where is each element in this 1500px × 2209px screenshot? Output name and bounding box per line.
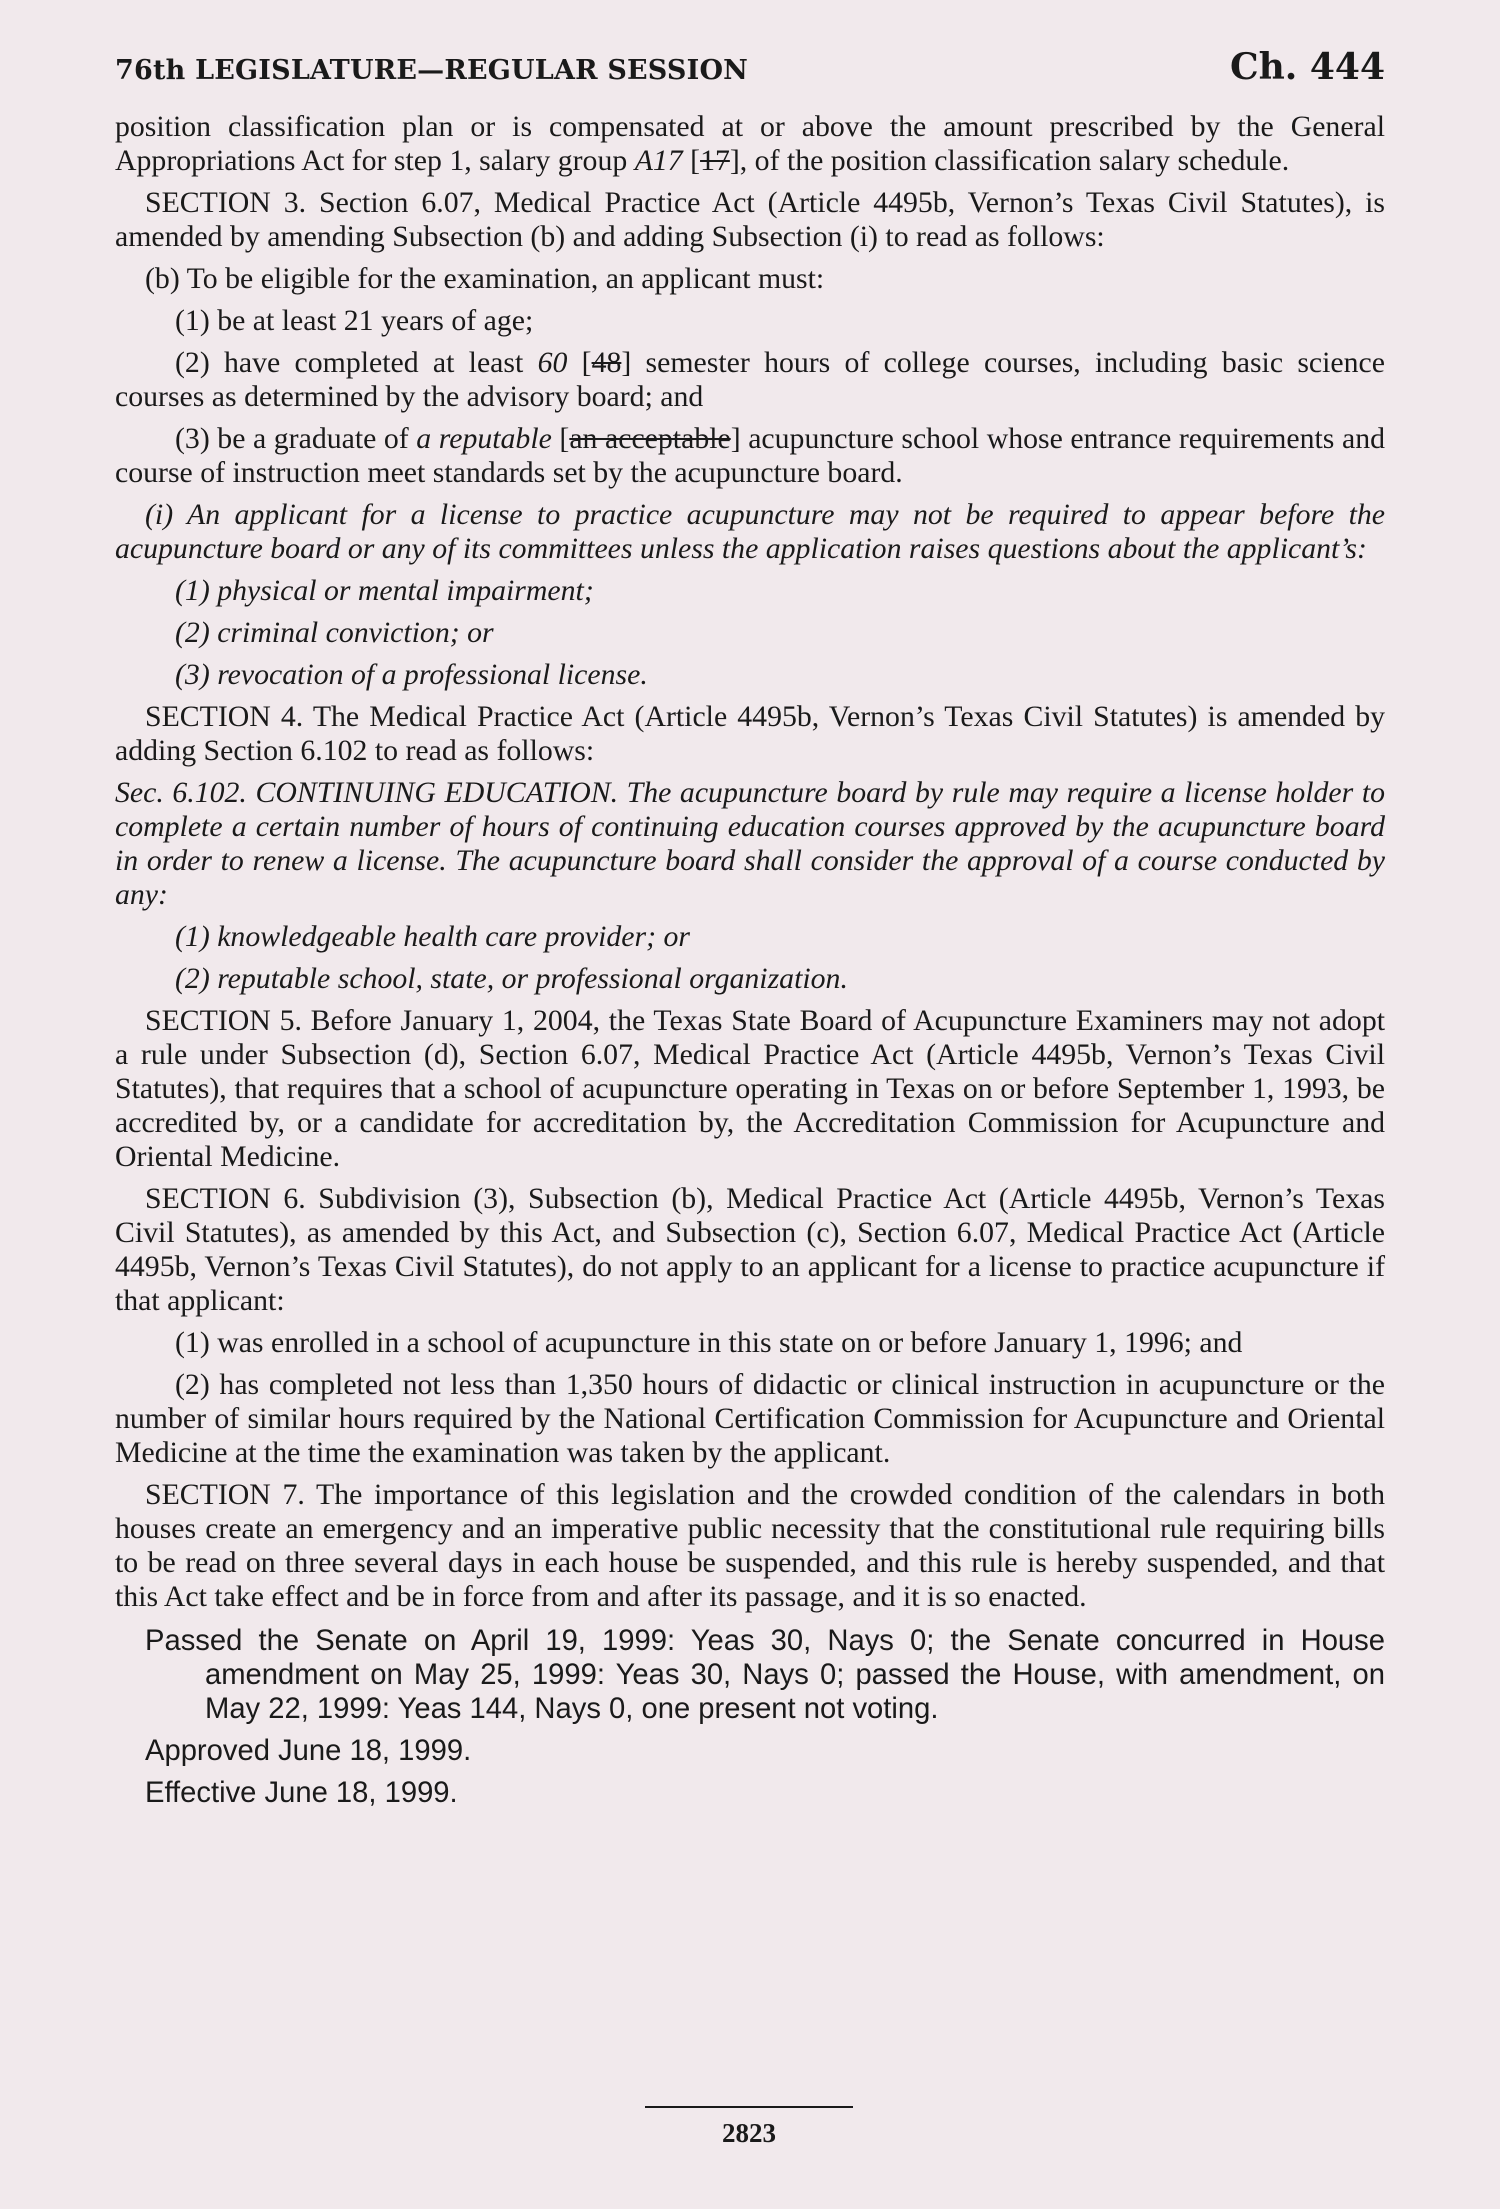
subsection-b-item-1: (1) be at least 21 years of age;: [175, 304, 534, 337]
sec-6102-item-2: (2) reputable school, state, or professional organization.: [175, 962, 848, 995]
section-7: SECTION 7. The importance of this legislation and the crowded condition of the calendars in both houses create an emergency and an imperative public necessity that the constitutional rule requiring bills to be read on three several days in each house be suspended, and this rule is hereby suspended, and that this Act take effect and be in force from and after its passage, and it is so enacted.: [115, 1478, 1385, 1613]
footer-rule: [645, 2106, 853, 2108]
text-run: ], of the position classification salary schedule.: [729, 144, 1290, 177]
passage-record: Passed the Senate on April 19, 1999: Yeas 30, Nays 0; the Senate concurred in House amendment on May 25, 1999: Yeas 30, Nays 0; passed the House, with amendment, on May 22, 1999: Yeas 144, Nays 0, one present not voting.: [145, 1625, 1385, 1725]
section-5: SECTION 5. Before January 1, 2004, the Texas State Board of Acupuncture Examiners may not adopt a rule under Subsection (d), Section 6.07, Medical Practice Act (Article 4495b, Vernon’s Texas Civil Statutes), that requires that a school of acupuncture operating in Texas on or before September 1, 1993, be accredited by, or a candidate for accreditation by, the Accreditation Commission for Acupuncture and Oriental Medicine.: [115, 1004, 1385, 1173]
session-title: 76th LEGISLATURE—REGULAR SESSION: [115, 55, 749, 86]
document-body: [115, 110, 1385, 1810]
subsection-b-item-3: [115, 422, 1385, 490]
struck-text: 48: [591, 346, 622, 379]
inserted-text: 60: [537, 346, 568, 379]
section-6-item-1: (1) was enrolled in a school of acupuncture in this state on or before January 1, 1996; and: [175, 1326, 1243, 1359]
text-run: [: [551, 422, 570, 455]
text-run: (3) be a graduate of: [175, 422, 417, 455]
subsection-i-item-1: (1) physical or mental impairment;: [175, 574, 594, 607]
text-run: [: [682, 144, 701, 177]
subsection-i-item-3: (3) revocation of a professional license.: [175, 658, 648, 691]
subsection-b-item-2: [115, 346, 1385, 414]
subsection-i-intro: (i) An applicant for a license to practice acupuncture may not be required to appear before the acupuncture board or any of its committees unless the application raises questions about the applicant’s:: [115, 498, 1385, 565]
chapter-number: Ch. 444: [1229, 46, 1385, 88]
inserted-text: a reputable: [416, 422, 552, 455]
text-run: position classification plan or is compensated at or above the amount prescribed by the General Appropriations Act for step 1, salary group: [115, 110, 1385, 177]
text-run: ] acupuncture school whose entrance requirements and course of instruction meet standards set by the acupuncture board.: [115, 422, 1385, 489]
section-4: SECTION 4. The Medical Practice Act (Article 4495b, Vernon’s Texas Civil Statutes) is amended by adding Section 6.102 to read as follows:: [115, 700, 1385, 767]
sec-6102-text: Sec. 6.102. CONTINUING EDUCATION. The acupuncture board by rule may require a license holder to complete a certain number of hours of continuing education courses approved by the acupuncture board in order to renew a license. The acupuncture board shall consider the approval of a course conducted by any:: [115, 776, 1385, 911]
subsection-i-item-2: (2) criminal conviction; or: [175, 616, 494, 649]
struck-text: an acceptable: [569, 422, 731, 455]
sec-6102-item-1: (1) knowledgeable health care provider; or: [175, 920, 690, 953]
inserted-text: A17: [634, 144, 683, 177]
section-6-item-2: (2) has completed not less than 1,350 hours of didactic or clinical instruction in acupuncture or the number of similar hours required by the National Certification Commission for Acupuncture and Oriental Medicine at the time the examination was taken by the applicant.: [115, 1368, 1385, 1469]
text-run: ] semester hours of college courses, including basic science courses as determined by the advisory board; and: [115, 346, 1386, 413]
page-number: 2823: [722, 2118, 776, 2148]
running-header: [115, 46, 1385, 88]
effective-date: Effective June 18, 1999.: [145, 1777, 458, 1809]
paragraph-continuation: [115, 110, 1385, 178]
struck-text: 17: [700, 144, 730, 177]
document-page: [115, 46, 1385, 1818]
text-run: [: [567, 346, 592, 379]
approved-date: Approved June 18, 1999.: [145, 1735, 472, 1767]
subsection-b-intro: (b) To be eligible for the examination, an applicant must:: [145, 262, 825, 295]
section-6: SECTION 6. Subdivision (3), Subsection (b), Medical Practice Act (Article 4495b, Vernon’s Texas Civil Statutes), as amended by this Act, and Subsection (c), Section 6.07, Medical Practice Act (Article 4495b, Vernon’s Texas Civil Statutes), do not apply to an applicant for a license to practice acupuncture if that applicant:: [115, 1182, 1385, 1317]
text-run: (2) have completed at least: [175, 346, 538, 379]
section-3: SECTION 3. Section 6.07, Medical Practice Act (Article 4495b, Vernon’s Texas Civil Statutes), is amended by amending Subsection (b) and adding Subsection (i) to read as follows:: [115, 186, 1385, 253]
